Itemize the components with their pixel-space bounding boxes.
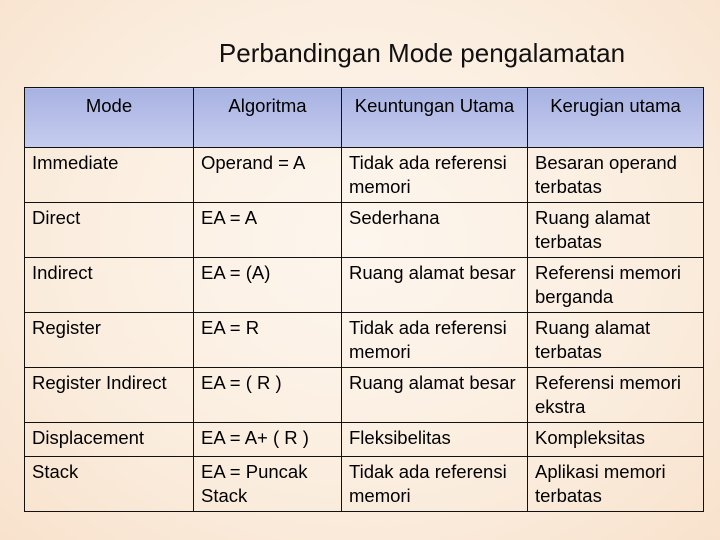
table-row (25, 203, 704, 258)
table-row (25, 457, 704, 512)
table-row (25, 258, 704, 313)
cell-mode: Indirect (25, 258, 194, 313)
cell-keuntungan: Sederhana (342, 203, 528, 258)
cell-kerugian: Referensi memori ekstra (528, 368, 704, 423)
cell-algoritma: EA = Puncak Stack (194, 457, 342, 512)
cell-kerugian: Ruang alamat terbatas (528, 203, 704, 258)
cell-kerugian: Aplikasi memori terbatas (528, 457, 704, 512)
cell-algoritma: EA = R (194, 313, 342, 368)
table-row (25, 423, 704, 457)
table-header-row (25, 88, 704, 148)
cell-mode: Register (25, 313, 194, 368)
cell-algoritma: EA = ( R ) (194, 368, 342, 423)
cell-keuntungan: Fleksibelitas (342, 423, 528, 457)
header-keuntungan: Keuntungan Utama (342, 88, 528, 148)
cell-keuntungan: Tidak ada referensi memori (342, 148, 528, 203)
cell-mode: Displacement (25, 423, 194, 457)
cell-mode: Stack (25, 457, 194, 512)
header-mode: Mode (25, 88, 194, 148)
comparison-table (24, 87, 704, 512)
cell-algoritma: Operand = A (194, 148, 342, 203)
cell-algoritma: EA = A+ ( R ) (194, 423, 342, 457)
cell-keuntungan: Tidak ada referensi memori (342, 457, 528, 512)
cell-kerugian: Kompleksitas (528, 423, 704, 457)
cell-algoritma: EA = (A) (194, 258, 342, 313)
cell-mode: Direct (25, 203, 194, 258)
cell-keuntungan: Ruang alamat besar (342, 368, 528, 423)
header-algoritma: Algoritma (194, 88, 342, 148)
cell-algoritma: EA = A (194, 203, 342, 258)
cell-keuntungan: Ruang alamat besar (342, 258, 528, 313)
table-row (25, 368, 704, 423)
table-row (25, 313, 704, 368)
cell-mode: Register Indirect (25, 368, 194, 423)
header-kerugian: Kerugian utama (528, 88, 704, 148)
page-title: Perbandingan Mode pengalamatan (218, 38, 626, 68)
cell-kerugian: Besaran operand terbatas (528, 148, 704, 203)
cell-keuntungan: Tidak ada referensi memori (342, 313, 528, 368)
cell-mode: Immediate (25, 148, 194, 203)
cell-kerugian: Ruang alamat terbatas (528, 313, 704, 368)
cell-kerugian: Referensi memori berganda (528, 258, 704, 313)
table-row (25, 148, 704, 203)
